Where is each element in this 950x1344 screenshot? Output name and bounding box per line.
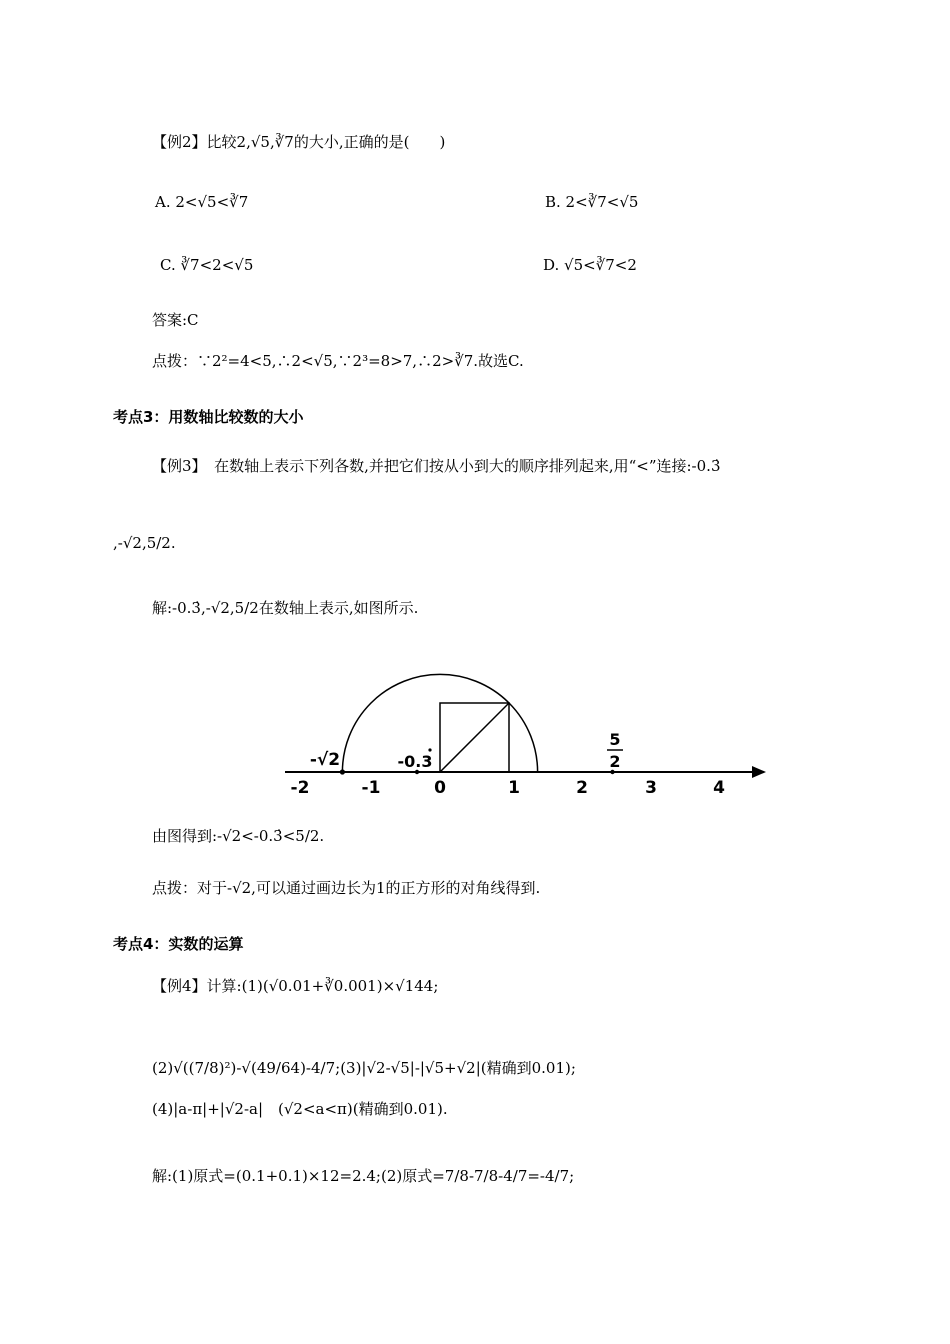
example4-solution: 解:(1)原式=(0.1+0.1)×12=2.4;(2)原式=7/8-7/8-4/7=-4/7; [152, 1167, 575, 1185]
tick-label: 0 [434, 778, 446, 798]
example2-label: 【例2】 [152, 133, 207, 151]
example2-hint: 点拨：∵2²=4<5,∴2<√5,∵2³=8>7,∴2>∛7.故选C. [152, 352, 524, 370]
option-c: C. ∛7<2<√5 [160, 256, 254, 274]
tick-label: 1 [508, 778, 520, 798]
keypoint3-title: 考点3：用数轴比较数的大小 [113, 408, 304, 426]
example3-result: 由图得到:-√2<-0.3̇<5/2. [152, 827, 325, 845]
tick-label: -1 [361, 778, 381, 798]
option-d: D. √5<∛7<2 [543, 256, 637, 274]
label-neg-03: -0.3 [397, 752, 433, 771]
example3-text: 在数轴上表示下列各数,并把它们按从小到大的顺序排列起来,用“<”连接:-0.3̇ [214, 457, 721, 475]
tick-label: -2 [290, 778, 310, 798]
label-neg-sqrt2: -√2 [309, 750, 341, 770]
keypoint4-title: 考点4：实数的运算 [113, 935, 244, 953]
example3-solution: 解:-0.3̇,-√2,5/2在数轴上表示,如图所示. [152, 599, 419, 617]
example3-question-cont: ,-√2,5/2. [113, 534, 176, 552]
option-a: A. 2<√5<∛7 [155, 193, 249, 211]
example3-hint: 点拨：对于-√2,可以通过画边长为1的正方形的对角线得到. [152, 879, 541, 897]
diagonal [440, 703, 509, 772]
option-b: B. 2<∛7<√5 [545, 193, 639, 211]
point-neg-sqrt2 [340, 769, 345, 774]
example4-label: 【例4】 [152, 977, 207, 995]
example4-question-1 [152, 975, 438, 997]
example4-q1: 计算:(1)(√0.01+∛0.001)×√144; [206, 977, 439, 995]
example3-question [152, 455, 720, 477]
example2-question [152, 131, 445, 153]
axis-arrow-icon [752, 766, 766, 778]
label-frac-num: 5 [609, 730, 621, 749]
label-frac-den: 2 [609, 752, 621, 771]
example4-question-2: (2)√((7/8)²)-√(49/64)-4/7;(3)|√2-√5|-|√5+√2|(精确到0.01); [152, 1059, 576, 1077]
tick-label: 3 [645, 778, 657, 798]
tick-label: 2 [576, 778, 588, 798]
example2-text: 比较2,√5,∛7的大小,正确的是( ) [206, 133, 446, 151]
example3-label: 【例3】 [152, 457, 200, 475]
tick-label: 4 [713, 778, 725, 798]
example4-question-4: (4)|a-π|+|√2-a| (√2<a<π)(精确到0.01). [152, 1100, 448, 1118]
example2-answer: 答案:C [152, 311, 199, 329]
number-line-figure [280, 670, 780, 800]
repeating-dot [428, 748, 431, 751]
